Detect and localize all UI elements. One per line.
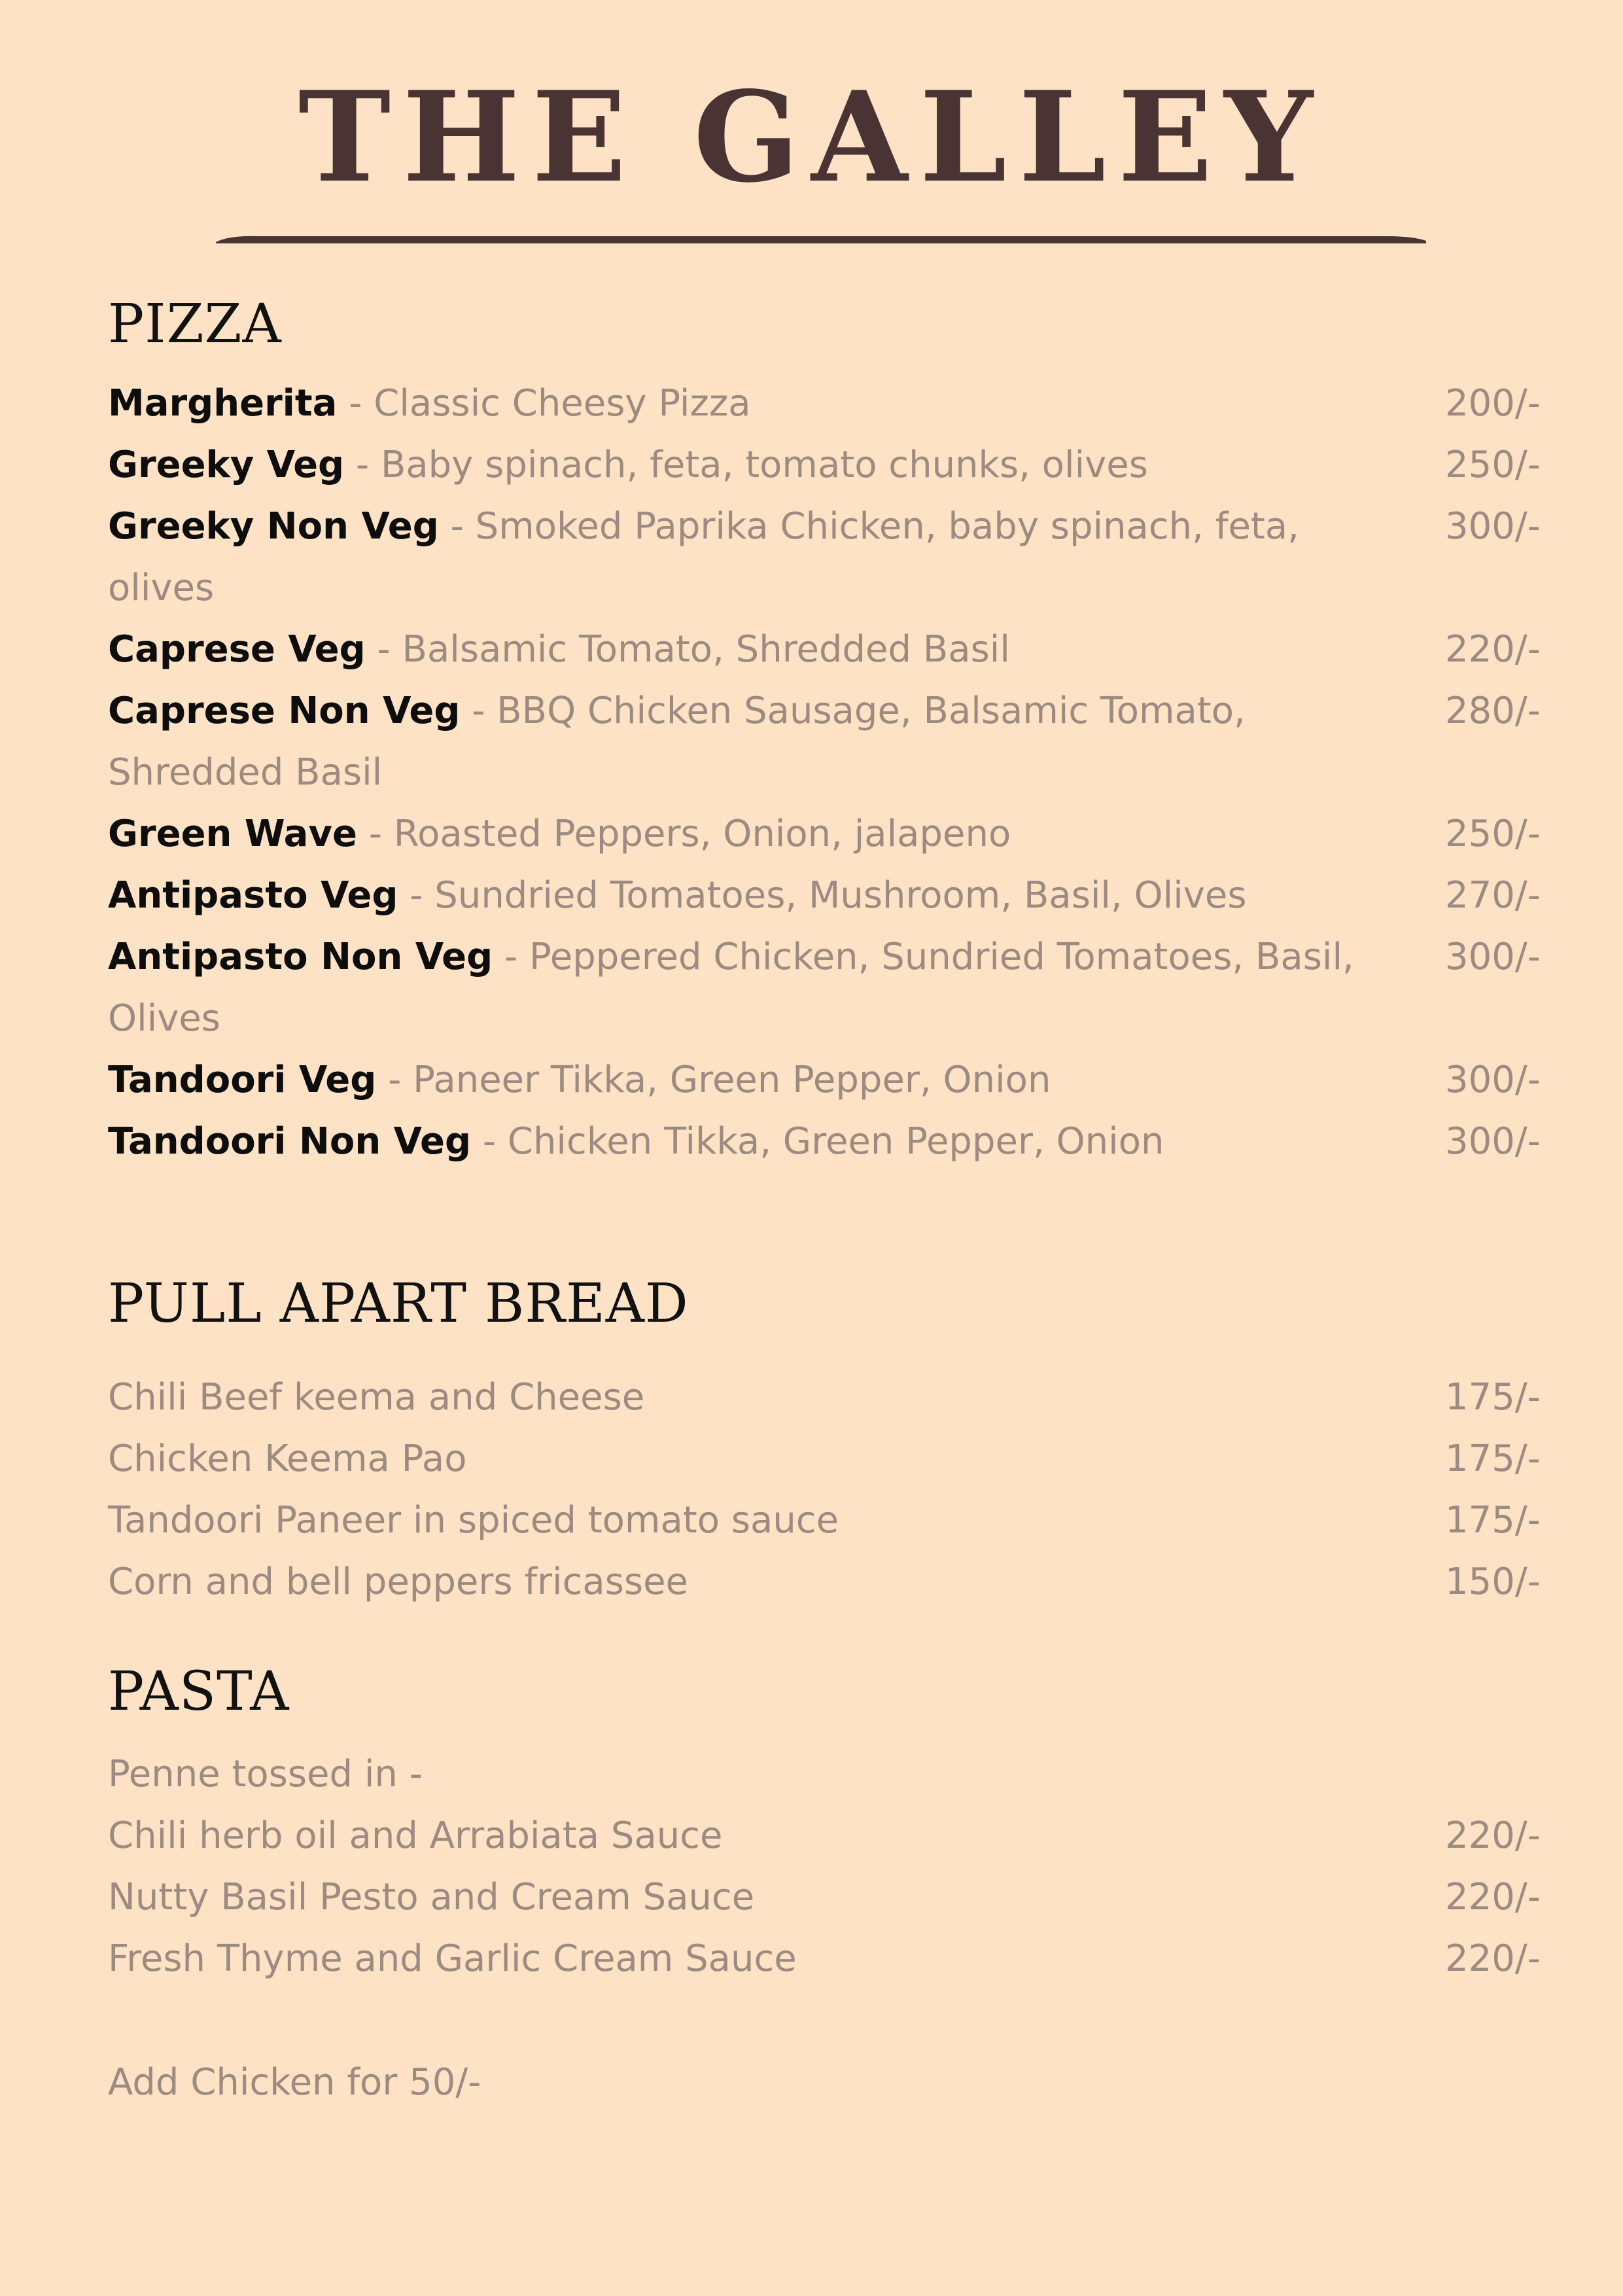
item-name: Corn and bell peppers fricassee bbox=[108, 1561, 688, 1603]
item-price: 175/- bbox=[1445, 1376, 1541, 1419]
menu-item bbox=[108, 619, 1541, 680]
menu-item bbox=[108, 1050, 1541, 1111]
item-price: 300/- bbox=[1445, 1059, 1541, 1101]
item-price: 280/- bbox=[1445, 690, 1541, 732]
pasta-intro bbox=[108, 1744, 1541, 1805]
item-name: Tandoori Veg bbox=[108, 1059, 377, 1101]
item-name: Nutty Basil Pesto and Cream Sauce bbox=[108, 1876, 755, 1918]
item-name: Fresh Thyme and Garlic Cream Sauce bbox=[108, 1937, 797, 1980]
item-name: Caprese Non Veg bbox=[108, 690, 461, 732]
item-price: 150/- bbox=[1445, 1561, 1541, 1603]
item-description: - BBQ Chicken Sausage, Balsamic Tomato, Shredded Basil bbox=[108, 690, 1246, 794]
item-price: 250/- bbox=[1445, 444, 1541, 486]
item-price: 200/- bbox=[1445, 382, 1541, 425]
item-description: - Paneer Tikka, Green Pepper, Onion bbox=[376, 1059, 1051, 1101]
menu-item bbox=[108, 680, 1541, 804]
addon-text: Add Chicken for 50/- bbox=[108, 2061, 481, 2104]
item-name: Green Wave bbox=[108, 813, 357, 855]
section-heading-bread: PULL APART BREAD bbox=[108, 1273, 689, 1335]
item-description: - Baby spinach, feta, tomato chunks, olives bbox=[344, 444, 1148, 486]
item-name: Caprese Veg bbox=[108, 628, 366, 671]
menu-item bbox=[108, 434, 1541, 496]
menu-item bbox=[108, 1551, 1541, 1613]
item-name: Tandoori Non Veg bbox=[108, 1120, 472, 1163]
item-price: 300/- bbox=[1445, 505, 1541, 548]
item-name: Greeky Non Veg bbox=[108, 505, 439, 548]
section-heading-pasta: PASTA bbox=[108, 1661, 290, 1723]
item-description: - Classic Cheesy Pizza bbox=[337, 382, 751, 425]
item-name: Chicken Keema Pao bbox=[108, 1438, 467, 1480]
item-price: 220/- bbox=[1445, 628, 1541, 671]
menu-item bbox=[108, 1367, 1541, 1428]
item-price: 270/- bbox=[1445, 874, 1541, 917]
item-price: 220/- bbox=[1445, 1937, 1541, 1980]
item-name: Greeky Veg bbox=[108, 444, 345, 486]
item-name: Antipasto Non Veg bbox=[108, 936, 493, 978]
menu-item bbox=[108, 1867, 1541, 1928]
item-price: 220/- bbox=[1445, 1876, 1541, 1918]
item-name: Tandoori Paneer in spiced tomato sauce bbox=[108, 1499, 839, 1542]
item-description: - Balsamic Tomato, Shredded Basil bbox=[365, 628, 1010, 671]
pasta-intro-text: Penne tossed in - bbox=[108, 1753, 423, 1795]
menu-item bbox=[108, 1111, 1541, 1173]
item-name: Antipasto Veg bbox=[108, 874, 398, 917]
menu-item bbox=[108, 865, 1541, 927]
item-name: Chili Beef keema and Cheese bbox=[108, 1376, 645, 1419]
menu-item bbox=[108, 927, 1541, 1050]
page-title: THE GALLEY bbox=[298, 64, 1325, 210]
item-price: 300/- bbox=[1445, 936, 1541, 978]
item-price: 175/- bbox=[1445, 1499, 1541, 1542]
item-description: - Smoked Paprika Chicken, baby spinach, feta, olives bbox=[108, 505, 1299, 609]
item-description: - Chicken Tikka, Green Pepper, Onion bbox=[471, 1120, 1164, 1163]
menu-item bbox=[108, 1428, 1541, 1490]
menu-item bbox=[108, 496, 1541, 619]
item-price: 300/- bbox=[1445, 1120, 1541, 1163]
item-name: Chili herb oil and Arrabiata Sauce bbox=[108, 1814, 723, 1857]
item-name: Margherita bbox=[108, 382, 338, 425]
item-price: 175/- bbox=[1445, 1438, 1541, 1480]
menu-item bbox=[108, 1490, 1541, 1551]
title-underline bbox=[216, 234, 1426, 245]
pasta-addon bbox=[108, 2052, 1541, 2113]
item-price: 250/- bbox=[1445, 813, 1541, 855]
menu-item bbox=[108, 1805, 1541, 1867]
menu-item bbox=[108, 373, 1541, 434]
item-description: - Roasted Peppers, Onion, jalapeno bbox=[357, 813, 1011, 855]
item-description: - Peppered Chicken, Sundried Tomatoes, Basil, Olives bbox=[108, 936, 1354, 1040]
menu-item bbox=[108, 804, 1541, 865]
menu-item bbox=[108, 1928, 1541, 1990]
section-heading-pizza: PIZZA bbox=[108, 293, 282, 355]
item-description: - Sundried Tomatoes, Mushroom, Basil, Olives bbox=[398, 874, 1247, 917]
item-price: 220/- bbox=[1445, 1814, 1541, 1857]
